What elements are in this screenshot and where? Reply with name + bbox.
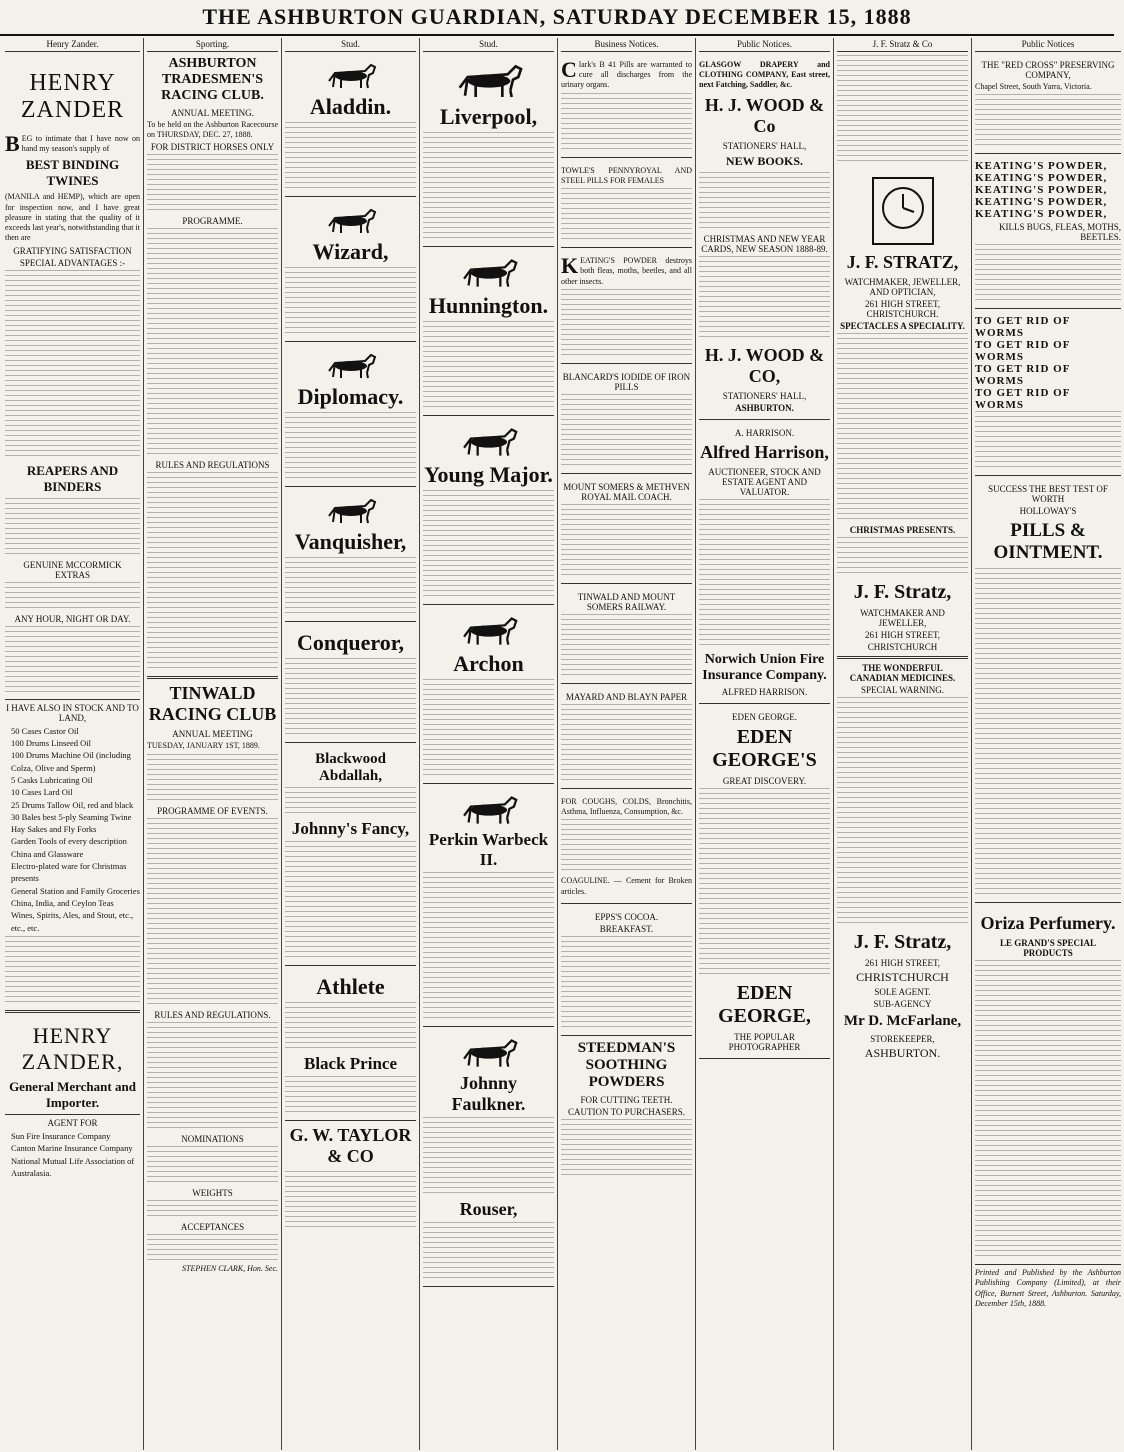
horse-icon	[454, 793, 524, 827]
horse-name: Blackwood Abdallah,	[315, 751, 386, 784]
advertiser-name: HENRY ZANDER	[20, 70, 125, 123]
column-public-notices	[696, 38, 834, 1450]
horse-name: Vanquisher,	[294, 529, 407, 554]
club-name: TINWALD RACING CLUB	[148, 683, 277, 725]
harvest-text-block	[5, 582, 140, 612]
stud-advert	[423, 608, 554, 784]
horse-name: Perkin Warbeck II.	[428, 830, 549, 869]
horse-icon	[321, 496, 381, 526]
notice	[561, 587, 692, 684]
horse-icon	[454, 256, 524, 290]
notice	[975, 906, 1121, 1265]
notice	[561, 55, 692, 158]
twine-text-block	[5, 626, 140, 696]
nominations-heading: NOMINATIONS	[181, 1133, 244, 1144]
keating-line: KEATING'S POWDER,	[975, 172, 1108, 185]
stud-advert	[285, 969, 416, 1121]
hours-label: ANY HOUR, NIGHT OR DAY.	[14, 613, 131, 624]
notice-label: A. HARRISON.	[734, 427, 795, 438]
books-heading: NEW BOOKS.	[725, 153, 804, 168]
subagent-name: Mr D. McFarlane,	[843, 1013, 962, 1029]
stock-item: 100 Drums Machine Oil (including Colza, Olive and Sperm)	[11, 750, 131, 773]
spectacles-heading: SPECTACLES A SPECIALITY.	[840, 321, 965, 331]
notice-text-block	[561, 614, 692, 679]
notice	[561, 792, 692, 904]
notice-address: Chapel Street, South Yarra, Victoria.	[975, 82, 1092, 91]
horse-icon	[321, 206, 381, 236]
agency-item: Sun Fire Insurance Company	[11, 1130, 111, 1141]
stratz-text-block	[837, 333, 968, 523]
horse-name: Johnny's Fancy,	[291, 819, 410, 838]
company-name: H. J. WOOD & Co	[704, 94, 825, 136]
notice	[975, 157, 1121, 309]
stud-text-block	[423, 321, 554, 411]
signature: STEPHEN CLARK, Hon. Sec.	[182, 1263, 278, 1273]
stud-text-block	[285, 1002, 416, 1052]
notice-heading: TINWALD AND MOUNT SOMERS RAILWAY.	[577, 591, 676, 612]
oriza-heading: Oriza Perfumery.	[980, 913, 1116, 934]
horse-name: Hunnington.	[428, 293, 549, 318]
stud-text-block	[285, 267, 416, 337]
stud-text-block	[423, 490, 554, 600]
stock-item: 100 Drums Linseed Oil	[11, 737, 92, 748]
canadian-heading: THE WONDERFUL CANADIAN MEDICINES.	[849, 663, 956, 683]
company-street: 261 HIGH STREET,	[864, 958, 941, 968]
column-heading: Henry Zander.	[5, 38, 140, 52]
reapers-text-block	[5, 498, 140, 558]
notice-text-block	[561, 504, 692, 579]
agency-item: Canton Marine Insurance Company	[11, 1143, 133, 1154]
company-street: 261 HIGH STREET,	[864, 630, 941, 640]
stock-item: 50 Cases Castor Oil	[11, 725, 79, 736]
advantages-text-block	[5, 270, 140, 460]
column-heading: Stud.	[285, 38, 416, 52]
stock-item: 25 Drums Tallow Oil, red and black	[11, 799, 134, 810]
notice-text-block	[699, 256, 830, 341]
notice-text-block	[561, 394, 692, 469]
column-heading: Business Notices.	[561, 38, 692, 52]
notice-text-block	[699, 499, 830, 649]
column-stud-1	[282, 38, 420, 1450]
stud-text-block	[285, 412, 416, 482]
kills-label: KILLS BUGS, FLEAS, MOTHS, BEETLES.	[998, 222, 1121, 243]
stud-text-block	[285, 1076, 416, 1116]
programme-heading: PROGRAMME.	[182, 216, 243, 227]
rules-heading: RULES AND REGULATIONS.	[154, 1009, 271, 1020]
stud-text-block	[423, 679, 554, 779]
horse-name: Diplomacy.	[297, 384, 404, 409]
stud-text-block	[285, 841, 416, 961]
company-name: J. F. STRATZ,	[846, 252, 959, 272]
stud-advert	[423, 787, 554, 1027]
programme-heading: PROGRAMME OF EVENTS.	[157, 805, 268, 816]
officers-text-block	[147, 154, 278, 214]
agent-name: G. W. TAYLOR & CO	[289, 1125, 412, 1166]
notice-heading: GLASGOW DRAPERY and CLOTHING COMPANY, East street, next Fatching, Saddler, &c.	[699, 60, 830, 90]
notice-text-block	[975, 244, 1121, 304]
column-public-notices-2	[972, 38, 1124, 1450]
rules-text-block	[147, 1022, 278, 1132]
canadian-text-block	[837, 697, 968, 927]
company-name: Alfred Harrison,	[700, 441, 829, 462]
company-name: H. J. WOOD & CO,	[704, 344, 825, 386]
stud-advert	[285, 746, 416, 966]
notice	[561, 251, 692, 364]
column-stud-2	[420, 38, 558, 1450]
bottom-advertiser-name: HENRY ZANDER,	[21, 1022, 124, 1074]
horse-icon	[454, 1036, 524, 1070]
stock-item: Wines, Spirits, Ales, and Stout, etc., etc., etc.	[11, 910, 134, 933]
notice-text-block	[561, 819, 692, 874]
stud-text-block	[423, 1222, 554, 1282]
stock-list	[11, 725, 140, 934]
weights-text-block	[147, 1200, 278, 1220]
stock-item: General Station and Family Groceries	[11, 885, 140, 896]
stud-advert	[423, 1030, 554, 1287]
notice-text-block	[561, 936, 692, 1031]
notice-text: TOWLE'S PENNYROYAL AND STEEL PILLS FOR FEMALES	[561, 165, 692, 185]
keating-line: KEATING'S POWDER,	[975, 184, 1108, 197]
horse-icon	[454, 614, 524, 648]
agent-text-block	[285, 1171, 416, 1231]
notice-heading: BLANCARD'S IODIDE OF IRON PILLS	[562, 371, 691, 392]
notice	[561, 367, 692, 474]
company-sub: WATCHMAKER AND JEWELLER,	[860, 608, 945, 628]
worms-line: TO GET RID OF WORMS	[975, 339, 1071, 364]
stock-item: 30 Bales best 5-ply Seaming Twine	[11, 811, 132, 822]
horse-name: Archon	[453, 651, 524, 676]
agency-item: National Mutual Life Association of Australasia.	[11, 1155, 135, 1178]
horse-name: Black Prince	[303, 1054, 397, 1073]
keating-line: KEATING'S POWDER,	[975, 208, 1108, 221]
notice-text-block	[561, 704, 692, 784]
rules-text-block	[147, 472, 278, 672]
stud-text-block	[423, 1117, 554, 1197]
stud-text-block	[285, 787, 416, 817]
horse-icon	[321, 61, 381, 91]
company-sub: AUCTIONEER, STOCK AND ESTATE AGENT AND VALUATOR.	[708, 466, 821, 497]
product-note: (MANILA and HEMP), which are open for inspection now, and I have great pleasure in stating that the quality of it exceeds last year's, notwithstanding that it then are	[5, 192, 140, 243]
stud-text-block	[423, 872, 554, 1022]
company-sub: STATIONERS' HALL,	[722, 390, 807, 401]
worms-line: TO GET RID OF WORMS	[975, 315, 1071, 340]
horse-name: Aladdin.	[309, 94, 392, 119]
notice	[975, 312, 1121, 476]
stud-text-block	[423, 132, 554, 242]
notice-heading: THE "RED CROSS" PRESERVING COMPANY,	[981, 60, 1115, 80]
notice	[699, 707, 830, 1059]
company-address: 261 HIGH STREET, CHRISTCHURCH.	[864, 299, 941, 319]
column-sporting	[144, 38, 282, 1450]
notice-text-block	[561, 188, 692, 243]
club-name: ASHBURTON TRADESMEN'S RACING CLUB.	[161, 56, 264, 103]
subagent-label: SUB-AGENCY	[873, 999, 932, 1009]
masthead	[0, 0, 1114, 36]
column-heading: Sporting.	[147, 38, 278, 52]
meeting-date: To be held on the Ashburton Racecourse on THURSDAY, DEC. 27, 1888.	[147, 120, 278, 140]
worms-line: TO GET RID OF WORMS	[975, 363, 1071, 388]
horse-name: Liverpool,	[439, 104, 538, 129]
notice-text-block	[699, 172, 830, 232]
horse-icon	[454, 425, 524, 459]
notice-subheading: BREAKFAST.	[599, 923, 654, 934]
company-name: EDEN GEORGE'S	[712, 725, 817, 771]
columns	[2, 38, 1121, 1450]
officers-text-block	[147, 754, 278, 804]
presents-heading: CHRISTMAS PRESENTS.	[849, 525, 956, 535]
notice	[561, 161, 692, 248]
notice-text: KEATING'S POWDER destroys both fleas, moths, beetles, and all other insects.	[561, 253, 692, 286]
bottom-title: General Merchant and Importer.	[9, 1078, 136, 1110]
agent-label: AGENT FOR	[47, 1117, 98, 1128]
meeting-note: FOR DISTRICT HORSES ONLY	[150, 142, 275, 153]
reapers-heading: REAPERS AND BINDERS	[26, 462, 119, 494]
stud-text-block	[285, 122, 416, 192]
advantages-label: SPECIAL ADVANTAGES :-	[19, 257, 126, 268]
stud-advert	[285, 625, 416, 743]
stratz-text-block	[837, 537, 968, 577]
stock-item: Electro-plated ware for Christmas presents	[11, 861, 127, 884]
notice-text-block	[561, 93, 692, 153]
agent-label: SOLE AGENT.	[874, 987, 931, 997]
masthead-title: THE ASHBURTON GUARDIAN, SATURDAY DECEMBER 15, 1888	[202, 4, 912, 29]
horse-icon	[321, 351, 381, 381]
horse-icon	[449, 61, 529, 101]
company-city: CHRISTCHURCH	[867, 642, 938, 652]
intro-text: BEG to intimate that I have now on hand my season's supply of	[5, 131, 140, 156]
stud-text-block	[285, 658, 416, 738]
notice	[561, 687, 692, 789]
notice-text-block	[975, 411, 1121, 471]
horse-name: Young Major.	[424, 462, 553, 487]
meeting-date: TUESDAY, JANUARY 1ST, 1889.	[147, 741, 260, 751]
stock-label: I HAVE ALSO IN STOCK AND TO LAND,	[6, 702, 139, 723]
holloway-heading: PILLS & OINTMENT.	[993, 520, 1103, 564]
acceptances-text-block	[147, 1234, 278, 1264]
insurance-name: Norwich Union Fire Insurance Company.	[702, 651, 827, 683]
notice-text: COAGULINE. — Cement for Broken articles.	[561, 876, 692, 896]
keating-line: KEATING'S POWDER,	[975, 160, 1108, 173]
notice-text-block	[975, 94, 1121, 149]
column-heading: Public Notices	[975, 38, 1121, 52]
company-sub: WATCHMAKER, JEWELLER, AND OPTICIAN,	[844, 277, 961, 297]
stock-item: Garden Tools of every description	[11, 836, 127, 847]
notice	[699, 423, 830, 704]
notice-text-block	[561, 289, 692, 359]
steedman-heading: STEEDMAN'S SOOTHING POWDERS	[577, 1039, 676, 1090]
programme-text-block	[147, 818, 278, 1008]
nominations-text-block	[147, 1146, 278, 1186]
notice-text-block	[699, 788, 830, 978]
notice-heading: EPPS'S COCOA.	[594, 911, 659, 922]
horse-name: Johnny Faulkner.	[451, 1073, 526, 1114]
stock-item: Hay Sakes and Fly Forks	[11, 824, 97, 835]
company-name: EDEN GEORGE,	[718, 981, 811, 1027]
stud-advert	[285, 490, 416, 622]
keating-line: KEATING'S POWDER,	[975, 196, 1108, 209]
mccormick-label: GENUINE MCCORMICK EXTRAS	[23, 559, 122, 580]
company-name: J. F. Stratz,	[853, 931, 952, 953]
notice	[975, 479, 1121, 903]
company-sub: GREAT DISCOVERY.	[722, 775, 807, 786]
notice-text-block	[975, 568, 1121, 898]
imprint: Printed and Published by the Ashburton Publishing Company (Limited), at their Office, Burnett Street, Ashburton. Saturday, December 15th, 1888.	[975, 1268, 1121, 1308]
importer-text-block	[5, 936, 140, 1006]
column-heading: J. F. Stratz & Co	[837, 38, 968, 52]
clock-icon	[858, 168, 948, 248]
notice	[561, 477, 692, 584]
weights-heading: WEIGHTS	[192, 1187, 233, 1198]
rules-heading: RULES AND REGULATIONS	[155, 460, 270, 471]
company-name: J. F. Stratz,	[853, 581, 952, 603]
notice	[699, 55, 830, 420]
column-business-notices	[558, 38, 696, 1450]
stud-advert	[285, 345, 416, 487]
column-henry-zander	[2, 38, 144, 1450]
notice	[975, 55, 1121, 154]
notice-heading: MAYARD AND BLAYN PAPER	[565, 691, 688, 702]
success-label: SUCCESS THE BEST TEST OF WORTH	[988, 484, 1108, 505]
company-sub: THE POPULAR PHOTOGRAPHER	[728, 1031, 801, 1052]
notice-text: FOR COUGHS, COLDS, Bronchitis, Asthma, Influenza, Consumption, &c.	[561, 796, 692, 817]
cards-heading: CHRISTMAS AND NEW YEAR CARDS, NEW SEASON 1888-89.	[701, 233, 828, 254]
company-town: ASHBURTON.	[735, 402, 794, 413]
holloway-label: HOLLOWAY'S	[1019, 506, 1077, 517]
programme-text-block	[147, 228, 278, 458]
warning-heading: SPECIAL WARNING.	[860, 685, 944, 695]
stud-advert	[285, 200, 416, 342]
stud-advert	[285, 55, 416, 197]
oriza-sub: LE GRAND'S SPECIAL PRODUCTS	[999, 938, 1097, 959]
stud-advert	[423, 55, 554, 247]
notice-text-block	[975, 960, 1121, 1260]
gratifying-label: GRATIFYING SATISFACTION	[13, 245, 132, 256]
stock-item: China and Glassware	[11, 848, 84, 859]
subagent-town: ASHBURTON.	[864, 1046, 941, 1060]
notice-heading: MOUNT SOMERS & METHVEN ROYAL MAIL COACH.	[563, 481, 690, 502]
column-heading: Public Notices.	[699, 38, 830, 52]
notice-text: Clark's B 41 Pills are warranted to cure all discharges from the urinary organs.	[561, 57, 692, 90]
column-heading: Stud.	[423, 38, 554, 52]
notice	[561, 907, 692, 1036]
horse-name: Conqueror,	[297, 630, 404, 655]
stud-advert	[423, 419, 554, 605]
steedman-text-block	[561, 1119, 692, 1179]
product-heading: BEST BINDING TWINES	[25, 157, 120, 189]
subagent-trade: STOREKEEPER,	[870, 1034, 935, 1044]
stratz-text-block	[837, 55, 968, 165]
stud-advert	[423, 250, 554, 416]
company-sub: STATIONERS' HALL,	[722, 140, 807, 151]
stock-item: China, India, and Ceylon Teas	[11, 898, 114, 909]
steedman-caution: CAUTION TO PURCHASERS.	[568, 1106, 685, 1117]
horse-name: Athlete	[316, 974, 385, 999]
stock-item: 5 Casks Lubricating Oil	[11, 774, 93, 785]
agencies-list	[11, 1130, 140, 1179]
notice-label: EDEN GEORGE.	[732, 711, 797, 722]
acceptances-heading: ACCEPTANCES	[180, 1221, 245, 1232]
signature: ALFRED HARRISON.	[721, 686, 808, 697]
meeting-title: ANNUAL MEETING.	[171, 108, 254, 118]
stock-item: 10 Cases Lard Oil	[11, 787, 73, 798]
meeting-title: ANNUAL MEETING	[172, 729, 253, 740]
worms-line: TO GET RID OF WORMS	[975, 387, 1071, 412]
steedman-sub: FOR CUTTING TEETH.	[580, 1094, 673, 1105]
horse-name: Wizard,	[312, 239, 389, 264]
company-city: CHRISTCHURCH	[856, 970, 949, 984]
horse-name: Rouser,	[459, 1199, 518, 1219]
column-stratz	[834, 38, 972, 1450]
stud-text-block	[285, 557, 416, 617]
